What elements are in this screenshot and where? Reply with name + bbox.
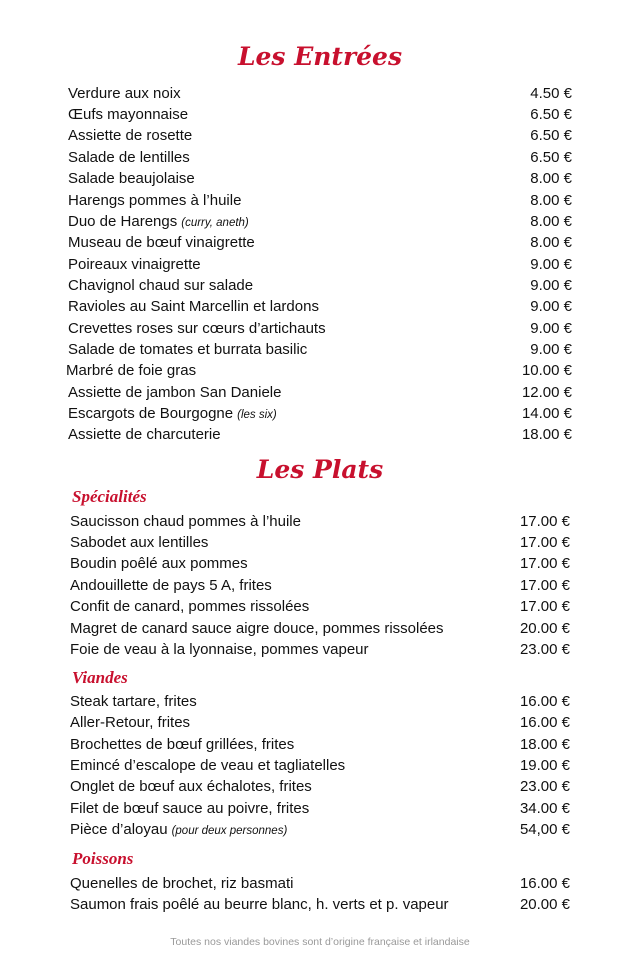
item-name: Magret de canard sauce aigre douce, pommes rissolées bbox=[70, 620, 444, 637]
item-price: 9.00 € bbox=[530, 341, 572, 358]
item-price: 17.00 € bbox=[519, 534, 570, 551]
entree-item bbox=[68, 275, 572, 296]
item-name: Boudin poêlé aux pommes bbox=[70, 555, 248, 572]
item-name: Filet de bœuf sauce au poivre, frites bbox=[70, 800, 310, 817]
item-price: 17.00 € bbox=[519, 513, 570, 530]
plat-item bbox=[70, 596, 570, 617]
item-price: 16.00 € bbox=[519, 714, 570, 731]
item-name: Foie de veau à la lyonnaise, pommes vapeur bbox=[70, 641, 369, 658]
item-name: Marbré de foie gras bbox=[66, 362, 197, 379]
item-price: 16.00 € bbox=[519, 875, 570, 892]
item-name: Chavignol chaud sur salade bbox=[68, 277, 254, 294]
item-name: Salade de lentilles bbox=[68, 149, 190, 166]
item-price: 23.00 € bbox=[519, 641, 570, 658]
specialites-title: Spécialités bbox=[72, 487, 147, 506]
item-name: Verdure aux noix bbox=[68, 85, 181, 102]
item-name: Salade beaujolaise bbox=[68, 170, 195, 187]
entree-item bbox=[68, 339, 572, 360]
item-price: 12.00 € bbox=[521, 384, 572, 401]
plat-item bbox=[70, 873, 570, 894]
poissons-title: Poissons bbox=[72, 849, 134, 868]
item-name: Ravioles au Saint Marcellin et lardons bbox=[68, 298, 319, 315]
item-name: Harengs pommes à l’huile bbox=[68, 192, 242, 209]
entree-item bbox=[68, 296, 572, 317]
item-name: Aller-Retour, frites bbox=[70, 714, 191, 731]
plat-item bbox=[70, 691, 570, 712]
plat-item bbox=[70, 755, 570, 776]
item-price: 6.50 € bbox=[530, 127, 572, 144]
item-price: 20.00 € bbox=[519, 896, 570, 913]
entree-item bbox=[68, 318, 572, 339]
item-name: Sabodet aux lentilles bbox=[70, 534, 209, 551]
item-name: Brochettes de bœuf grillées, frites bbox=[70, 736, 295, 753]
item-name: Confit de canard, pommes rissolées bbox=[70, 598, 310, 615]
item-price: 4.50 € bbox=[530, 85, 572, 102]
item-name: Andouillette de pays 5 A, frites bbox=[70, 577, 272, 594]
item-name: Museau de bœuf vinaigrette bbox=[68, 234, 255, 251]
item-name: Poireaux vinaigrette bbox=[68, 256, 201, 273]
item-price: 10.00 € bbox=[521, 362, 572, 379]
item-name: Œufs mayonnaise bbox=[68, 106, 189, 123]
plat-item bbox=[70, 819, 570, 840]
item-price: 14.00 € bbox=[521, 405, 572, 422]
item-price: 6.50 € bbox=[530, 149, 572, 166]
entree-item bbox=[68, 254, 572, 275]
item-price: 20.00 € bbox=[519, 620, 570, 637]
item-name bbox=[70, 819, 287, 842]
item-price: 9.00 € bbox=[530, 256, 572, 273]
plat-item bbox=[70, 734, 570, 755]
item-name: Saumon frais poêlé au beurre blanc, h. verts et p. vapeur bbox=[70, 896, 449, 913]
plat-item bbox=[70, 894, 570, 915]
origin-footnote: Toutes nos viandes bovines sont d’origine française et irlandaise bbox=[170, 936, 470, 948]
plat-item bbox=[70, 712, 570, 733]
entrees-title: Les Entrées bbox=[237, 42, 403, 71]
entree-item bbox=[68, 147, 572, 168]
plat-item bbox=[70, 511, 570, 532]
item-name-text: Duo de Harengs bbox=[68, 213, 178, 230]
plat-item bbox=[70, 798, 570, 819]
plat-item bbox=[70, 618, 570, 639]
plat-item bbox=[70, 575, 570, 596]
item-name-text: Escargots de Bourgogne bbox=[68, 405, 234, 422]
item-name: Crevettes roses sur cœurs d’artichauts bbox=[68, 320, 326, 337]
item-price: 34.00 € bbox=[519, 800, 570, 817]
item-price: 6.50 € bbox=[530, 106, 572, 123]
entree-item bbox=[68, 424, 572, 445]
item-name: Salade de tomates et burrata basilic bbox=[68, 341, 308, 358]
item-name: Assiette de rosette bbox=[68, 127, 193, 144]
item-price: 18.00 € bbox=[521, 426, 572, 443]
item-price: 8.00 € bbox=[530, 192, 572, 209]
item-price: 8.00 € bbox=[530, 170, 572, 187]
item-name: Steak tartare, frites bbox=[70, 693, 197, 710]
item-price: 8.00 € bbox=[530, 213, 572, 230]
entree-item bbox=[68, 382, 572, 403]
item-name-text: Pièce d’aloyau bbox=[70, 821, 168, 838]
item-price: 54,00 € bbox=[519, 821, 570, 838]
item-price: 8.00 € bbox=[530, 234, 572, 251]
viandes-title: Viandes bbox=[72, 668, 128, 687]
item-price: 9.00 € bbox=[530, 298, 572, 315]
entree-item bbox=[68, 168, 572, 189]
plats-title: Les Plats bbox=[256, 455, 384, 484]
item-price: 17.00 € bbox=[519, 577, 570, 594]
entree-item bbox=[68, 83, 572, 104]
plat-item bbox=[70, 532, 570, 553]
item-name: Saucisson chaud pommes à l’huile bbox=[70, 513, 301, 530]
entree-item bbox=[68, 190, 572, 211]
item-price: 18.00 € bbox=[519, 736, 570, 753]
item-name: Assiette de jambon San Daniele bbox=[68, 384, 282, 401]
item-name bbox=[68, 211, 249, 234]
item-price: 16.00 € bbox=[519, 693, 570, 710]
item-price: 17.00 € bbox=[519, 598, 570, 615]
item-name: Emincé d’escalope de veau et tagliatelles bbox=[70, 757, 346, 774]
item-note: (curry, aneth) bbox=[181, 217, 249, 229]
entree-item bbox=[68, 104, 572, 125]
item-name: Quenelles de brochet, riz basmati bbox=[70, 875, 294, 892]
item-price: 17.00 € bbox=[519, 555, 570, 572]
entree-item bbox=[68, 211, 572, 232]
item-name: Onglet de bœuf aux échalotes, frites bbox=[70, 778, 312, 795]
item-note: (les six) bbox=[237, 409, 277, 421]
entree-item bbox=[68, 232, 572, 253]
entree-item bbox=[66, 360, 572, 381]
item-name: Assiette de charcuterie bbox=[68, 426, 221, 443]
item-note: (pour deux personnes) bbox=[171, 825, 288, 837]
item-price: 9.00 € bbox=[530, 320, 572, 337]
plat-item bbox=[70, 553, 570, 574]
item-price: 19.00 € bbox=[519, 757, 570, 774]
item-price: 23.00 € bbox=[519, 778, 570, 795]
item-price: 9.00 € bbox=[530, 277, 572, 294]
plat-item bbox=[70, 776, 570, 797]
entree-item bbox=[68, 403, 572, 424]
plat-item bbox=[70, 639, 570, 660]
entree-item bbox=[68, 125, 572, 146]
item-name bbox=[68, 403, 277, 426]
